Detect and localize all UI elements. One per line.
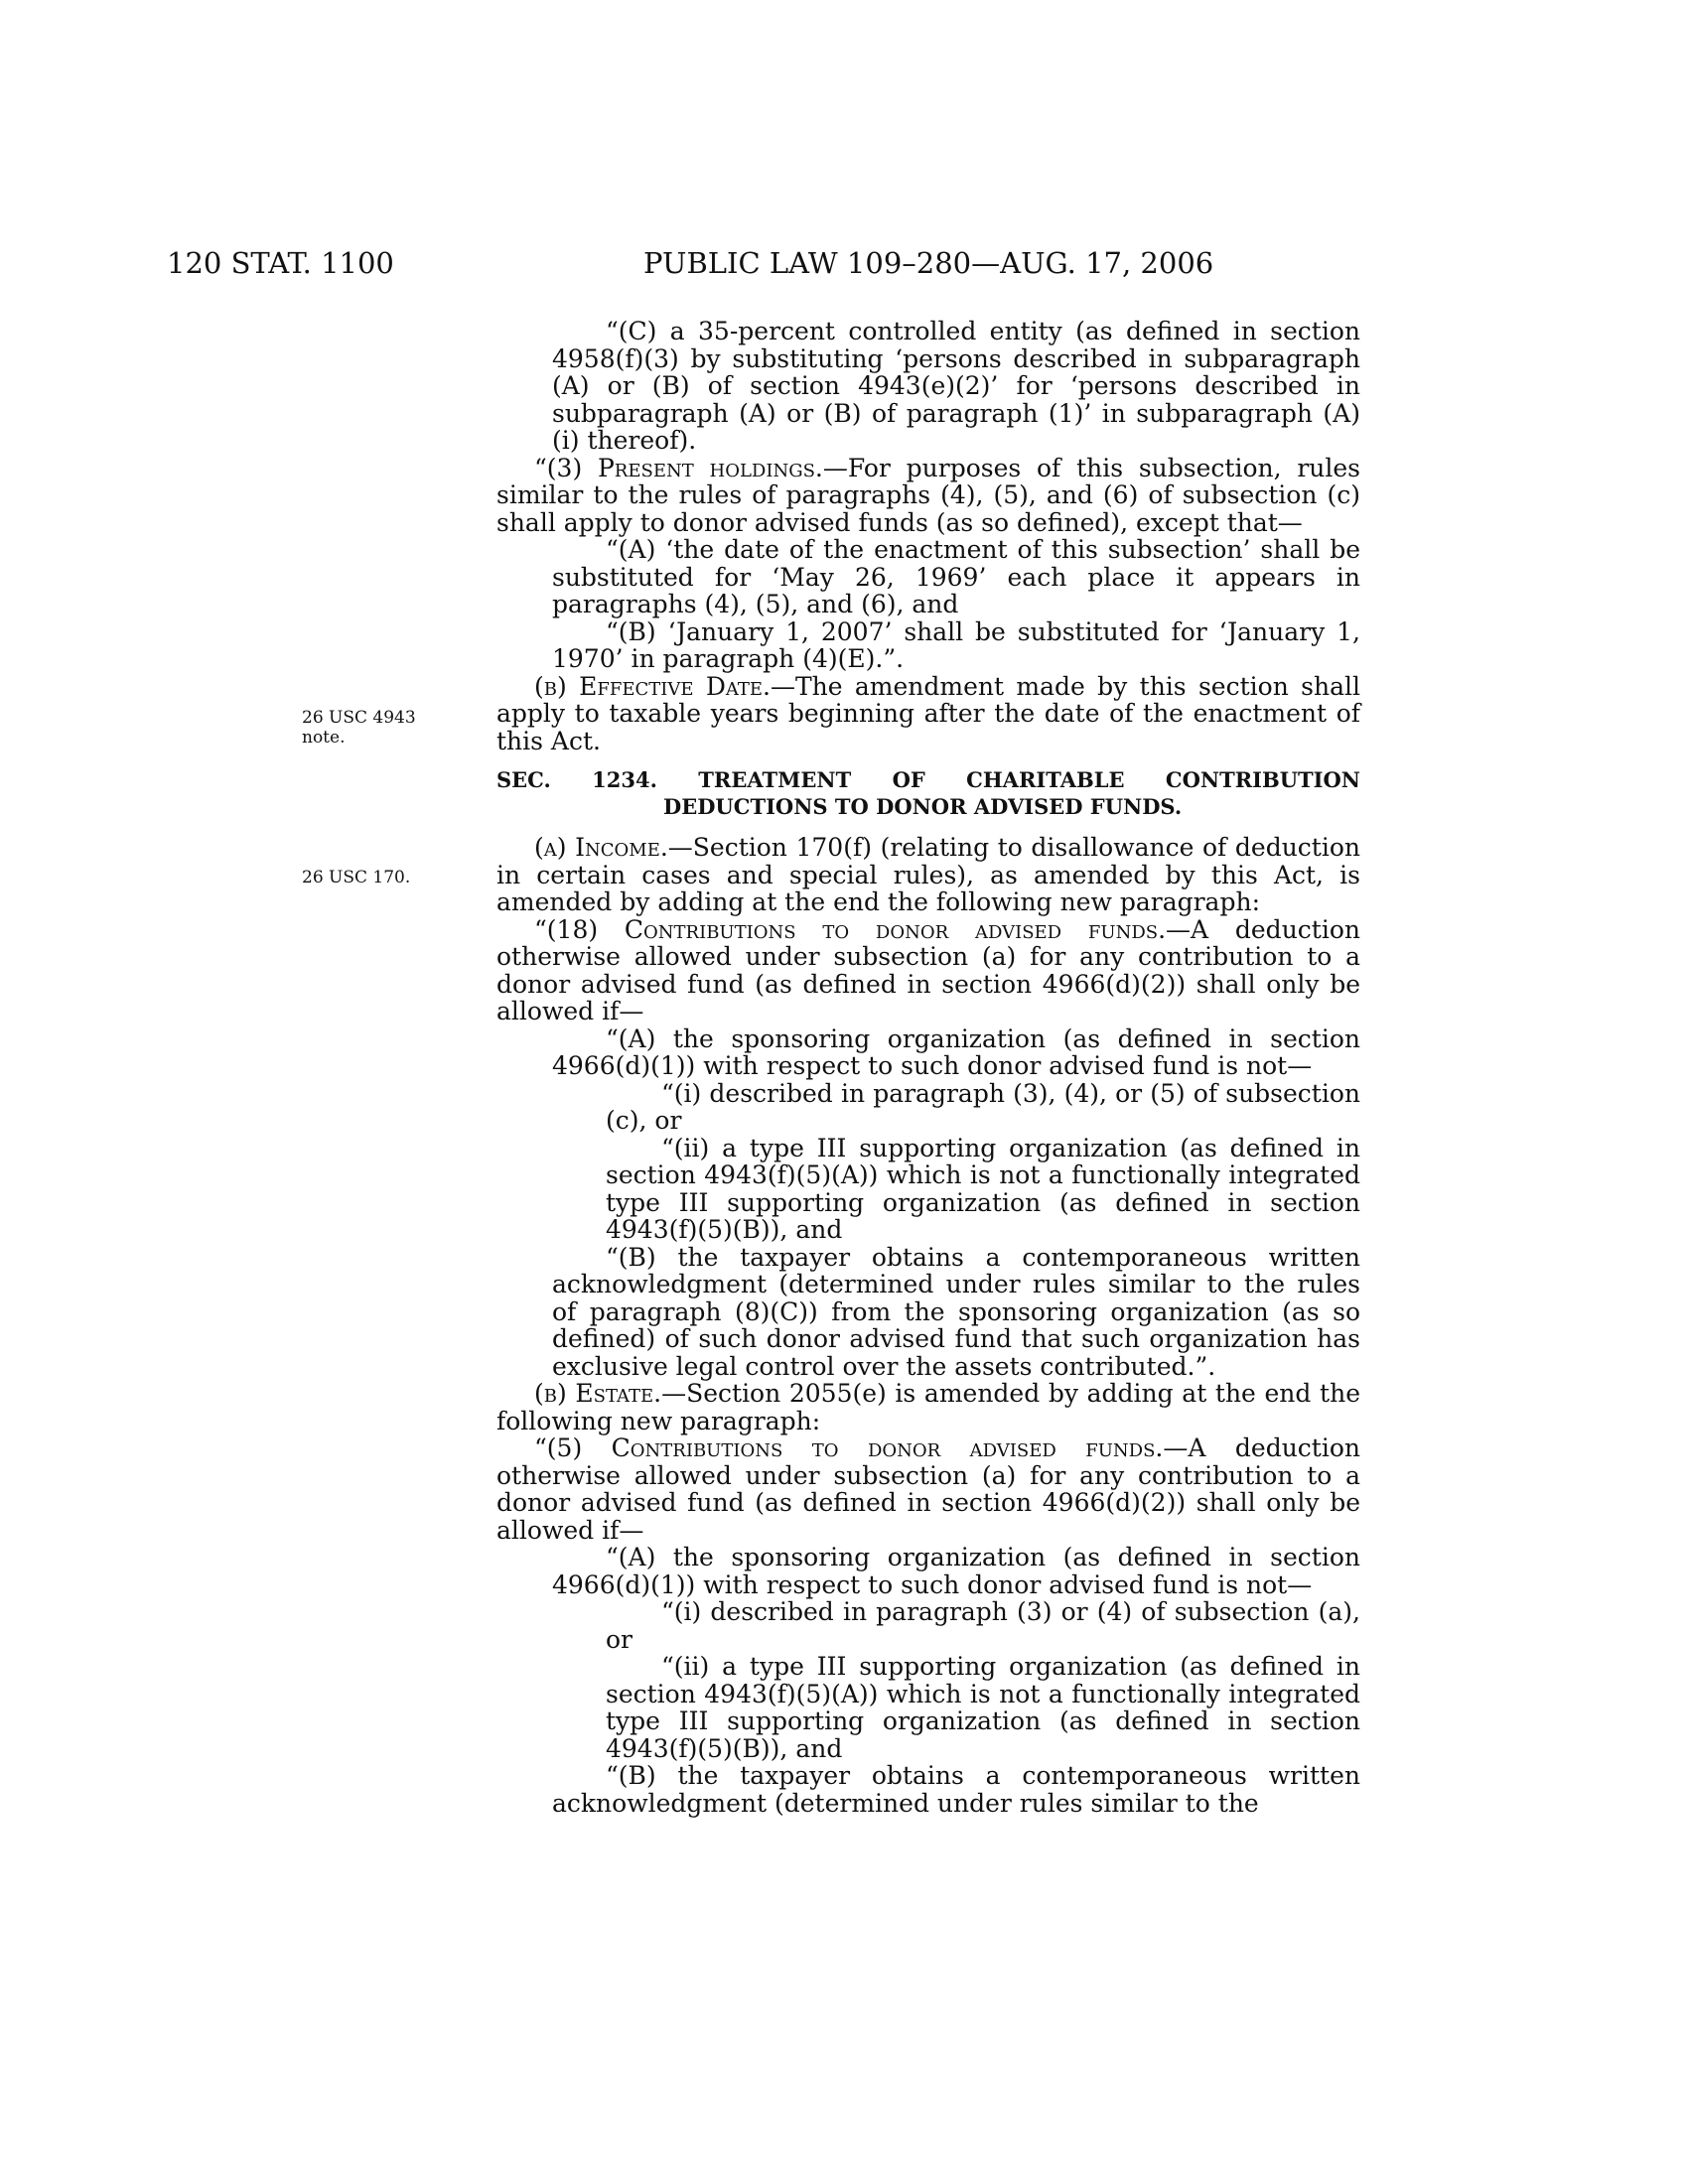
paragraph-b-january-2007: “(B) ‘January 1, 2007’ shall be substituted for ‘January 1, 1970’ in paragraph (4)(E).”. (552, 616, 1360, 673)
paragraph-present-holdings (496, 455, 1360, 537)
paragraph-ii-type-iii-estate: “(ii) a type III supporting organization (as defined in section 4943(f)(5)(A)) which is not a functionally integrated type III supporting organization (as defined in section 4943(f)(5)(B)), and (606, 1652, 1360, 1763)
paragraph-a-sponsoring-org: “(A) the sponsoring organization (as defined in section 4966(d)(1)) with respect to such donor advised fund is not— (552, 1024, 1360, 1080)
paragraph-b-acknowledgment-estate: “(B) the taxpayer obtains a contemporaneous written acknowledgment (determined under rules similar to the (552, 1761, 1360, 1818)
paragraph-text: —The amendment made by this section shall apply to taxable years beginning after the date of the enactment of this Act. (496, 671, 1360, 755)
page-header (167, 246, 1358, 286)
paragraph-estate (496, 1380, 1360, 1434)
margin-note-line: 26 USC 4943 (302, 708, 416, 728)
paragraph-income (496, 834, 1360, 916)
paragraph-18-contributions (496, 916, 1360, 1025)
paragraph-i-described-estate: “(i) described in paragraph (3) or (4) of subsection (a), or (606, 1597, 1360, 1654)
section-heading: SEC. 1234. TREATMENT OF CHARITABLE CONTRIBUTION DEDUCTIONS TO DONOR ADVISED FUNDS. (496, 767, 1360, 819)
paragraph-heading: “(3) Present holdings. (534, 453, 823, 482)
paragraph-heading: (b) Estate. (534, 1379, 662, 1408)
paragraph-text: —Section 170(f) (relating to disallowance of deduction in certain cases and special rules), as amended by this Act, is amended by adding at the end the following new paragraph: (496, 833, 1360, 916)
paragraph-c-35-percent: “(C) a 35-percent controlled entity (as defined in section 4958(f)(3) by substituting ‘persons described in subparagraph (A) or (B) of section 4943(e)(2)’ for ‘persons described in subparagraph (A) or (B) of paragraph (1)’ in subparagraph (A)(i) thereof). (552, 317, 1360, 455)
margin-note-effective-date (302, 708, 451, 748)
paragraph-heading: (b) Effective Date. (534, 671, 771, 701)
margin-note-income (302, 868, 451, 887)
document-body (496, 318, 1360, 1817)
paragraph-a-sponsoring-org-estate: “(A) the sponsoring organization (as defined in section 4966(d)(1)) with respect to such donor advised fund is not— (552, 1543, 1360, 1599)
margin-note-line: note. (302, 728, 346, 748)
paragraph-effective-date (496, 673, 1360, 755)
paragraph-text: —A deduction otherwise allowed under subsection (a) for any contribution to a donor advised fund (as defined in section 4966(d)(2)) shall only be allowed if— (496, 914, 1360, 1025)
paragraph-b-acknowledgment: “(B) the taxpayer obtains a contemporaneous written acknowledgment (determined under rules similar to the rules of paragraph (8)(C)) from the sponsoring organization (as so defined) of such donor advised fund that such organization has exclusive legal control over the assets contributed.”. (552, 1242, 1360, 1381)
paragraph-i-described: “(i) described in paragraph (3), (4), or (5) of subsection (c), or (606, 1078, 1360, 1135)
paragraph-text: —For purposes of this subsection, rules similar to the rules of paragraphs (4), (5), and (6) of subsection (c) shall apply to donor advised funds (as so defined), except that— (496, 453, 1361, 537)
paragraph-ii-type-iii: “(ii) a type III supporting organization (as defined in section 4943(f)(5)(A)) which is not a functionally integrated type III supporting organization (as defined in section 4943(f)(5)(B)), and (606, 1133, 1360, 1244)
stat-page-number: 120 STAT. 1100 (167, 246, 394, 280)
margin-note-line: 26 USC 170. (302, 868, 411, 887)
paragraph-text: —A deduction otherwise allowed under subsection (a) for any contribution to a donor advised fund (as defined in section 4966(d)(2)) shall only be allowed if— (496, 1433, 1360, 1545)
paragraph-5-contributions (496, 1434, 1360, 1544)
paragraph-a-date-of-enactment: “(A) ‘the date of the enactment of this subsection’ shall be substituted for ‘May 26, 1969’ each place it appears in paragraphs (4), (5), and (6), and (552, 535, 1360, 618)
paragraph-heading: (a) Income. (534, 833, 668, 862)
running-head: PUBLIC LAW 109–280—AUG. 17, 2006 (643, 246, 1214, 280)
paragraph-text: —Section 2055(e) is amended by adding at the end the following new paragraph: (496, 1379, 1360, 1435)
paragraph-heading: “(5) Contributions to donor advised funds. (534, 1433, 1164, 1462)
paragraph-heading: “(18) Contributions to donor advised funds. (534, 914, 1167, 944)
